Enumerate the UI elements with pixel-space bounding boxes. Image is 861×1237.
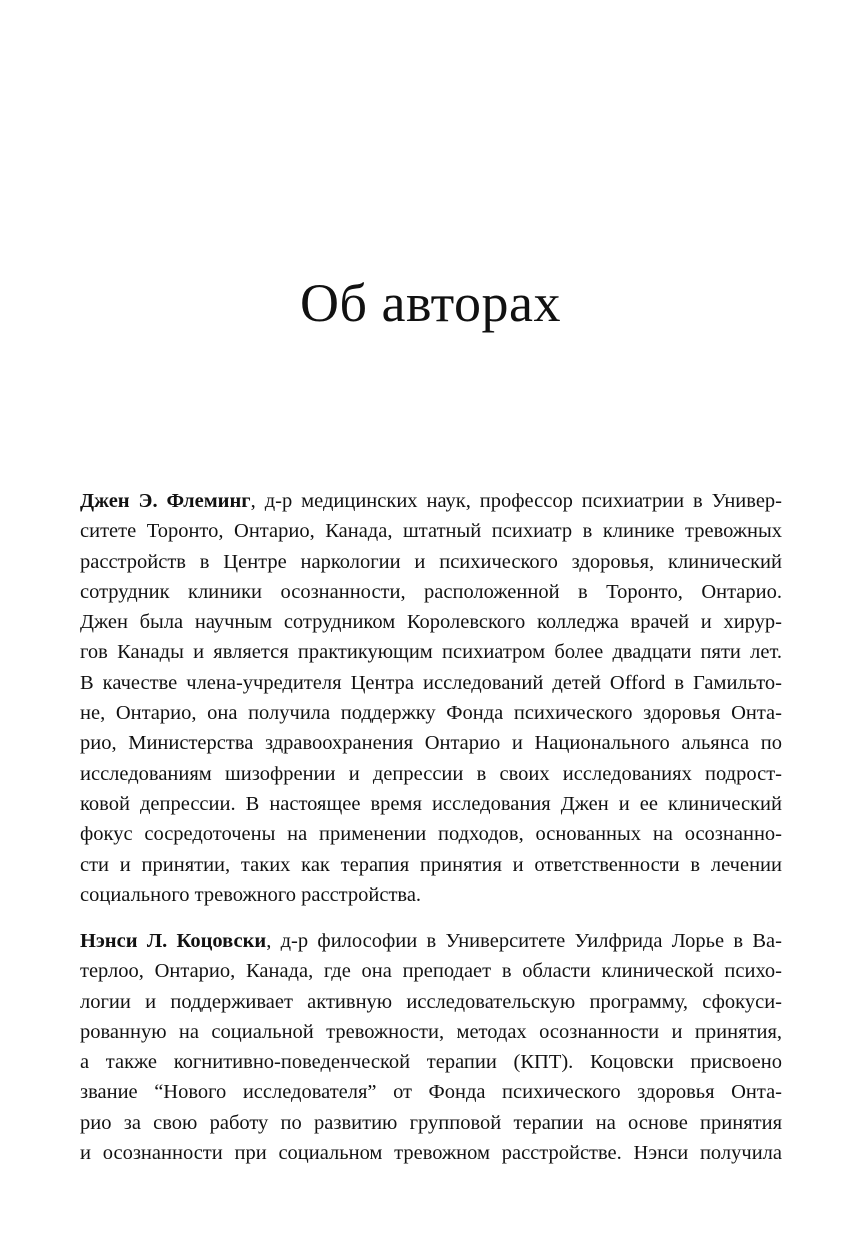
- bio-line: исследованиям шизофрении и депрессии в своих исследованиях подрост-: [80, 762, 782, 785]
- bio-line: сти и принятии, таких как терапия принятия и ответственности в лечении: [80, 853, 782, 876]
- bio-line: звание “Нового исследователя” от Фонда психического здоровья Онта-: [80, 1081, 782, 1104]
- bio-line: гов Канады и является практикующим психиатром более двадцати пяти лет.: [80, 641, 782, 664]
- author-name: Джен Э. Флеминг: [80, 490, 251, 512]
- bio-line: сотрудник клиники осознанности, расположенной в Торонто, Онтарио.: [80, 580, 782, 603]
- bio-line: Джен была научным сотрудником Королевского колледжа врачей и хирур-: [80, 611, 782, 634]
- bio-line: ковой депрессии. В настоящее время исследования Джен и ее клинический: [80, 792, 782, 815]
- bio-line: а также когнитивно-поведенческой терапии (КПТ). Коцовски присвоено: [80, 1051, 782, 1074]
- bio-line: социального тревожного расстройства.: [80, 883, 422, 906]
- bio-line: В качестве члена-учредителя Центра исследований детей Offord в Гамильто-: [80, 671, 782, 694]
- bio-line: фокус сосредоточены на применении подходов, основанных на осознанно-: [80, 823, 782, 846]
- bio-line: логии и поддерживает активную исследовательскую программу, сфокуси-: [80, 990, 782, 1013]
- author-bio-koerner: [80, 926, 782, 1168]
- bio-line: рованную на социальной тревожности, методах осознанности и принятия,: [80, 1020, 782, 1043]
- page-title: Об авторах: [300, 273, 561, 333]
- bio-line: Джен Э. Флеминг, д-р медицинских наук, профессор психиатрии в Универ-: [80, 490, 782, 512]
- author-name: Нэнси Л. Коцовски: [80, 930, 267, 952]
- bio-line: рио, Министерства здравоохранения Онтарио и Национального альянса по: [80, 732, 782, 755]
- bio-line: терлоо, Онтарио, Канада, где она преподает в области клинической психо-: [80, 960, 782, 983]
- bio-line: рио за свою работу по развитию групповой терапии на основе принятия: [80, 1111, 782, 1134]
- author-bio-fleming: [80, 486, 782, 910]
- bio-line: и осознанности при социальном тревожном расстройстве. Нэнси получила: [80, 1142, 782, 1165]
- bio-line: не, Онтарио, она получила поддержку Фонда психического здоровья Онта-: [80, 702, 782, 725]
- bio-line: ситете Торонто, Онтарио, Канада, штатный психиатр в клинике тревожных: [80, 520, 782, 543]
- bio-line: расстройств в Центре наркологии и психического здоровья, клинический: [80, 550, 782, 573]
- bio-line: Нэнси Л. Коцовски, д-р философии в Университете Уилфрида Лорье в Ва-: [80, 930, 782, 952]
